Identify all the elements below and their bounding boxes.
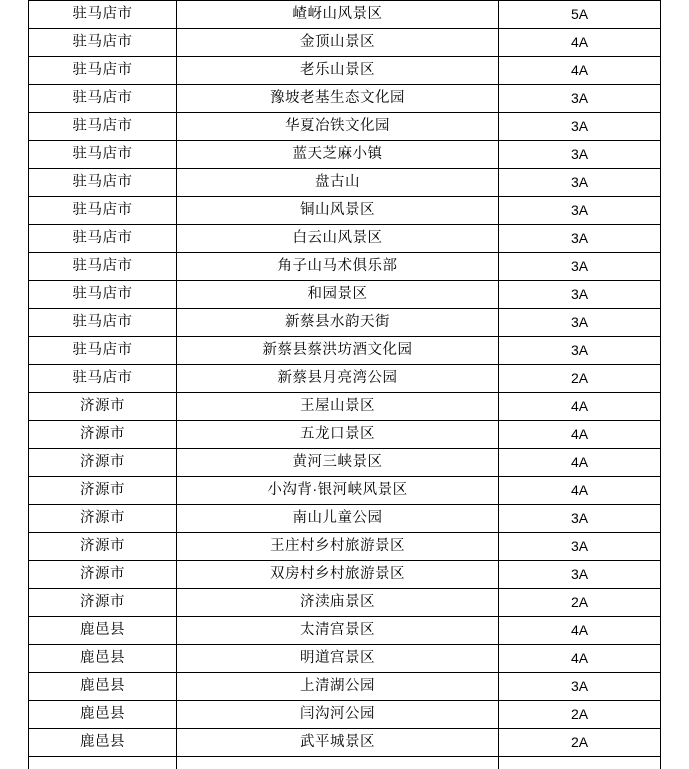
cell-city: 济源市: [29, 393, 177, 421]
cell-name: 济渎庙景区: [177, 589, 499, 617]
table-row: [29, 673, 661, 701]
cell-name: 明道宫景区: [177, 645, 499, 673]
cell-name: 金顶山景区: [177, 29, 499, 57]
table-row: [29, 29, 661, 57]
cell-level: 4A: [499, 617, 661, 645]
cell-name: 闫沟河公园: [177, 701, 499, 729]
cell-name: 黄河三峡景区: [177, 449, 499, 477]
cell-city: 济源市: [29, 561, 177, 589]
table-row: [29, 281, 661, 309]
table-row: [29, 533, 661, 561]
scenic-spots-table: [28, 0, 661, 769]
cell-city: 济源市: [29, 533, 177, 561]
table-row: [29, 729, 661, 757]
cell-name: 新蔡县月亮湾公园: [177, 365, 499, 393]
cell-city: 驻马店市: [29, 141, 177, 169]
cell-name: 角子山马术俱乐部: [177, 253, 499, 281]
cell-city: 驻马店市: [29, 365, 177, 393]
table-row: [29, 477, 661, 505]
cell-name: 武平城景区: [177, 729, 499, 757]
cell-name: 和园景区: [177, 281, 499, 309]
table-row: [29, 57, 661, 85]
cell-city: 驻马店市: [29, 85, 177, 113]
cell-name: 豫坡老基生态文化园: [177, 85, 499, 113]
cell-city: 济源市: [29, 449, 177, 477]
cell-city: 驻马店市: [29, 337, 177, 365]
table-row: [29, 701, 661, 729]
cell-city: 鹿邑县: [29, 729, 177, 757]
cell-city: 济源市: [29, 477, 177, 505]
cell-level: 4A: [499, 645, 661, 673]
table-row: [29, 505, 661, 533]
cell-name: 华夏冶铁文化园: [177, 113, 499, 141]
table-row: [29, 421, 661, 449]
cell-city: 驻马店市: [29, 1, 177, 29]
cell-level: 4A: [499, 393, 661, 421]
cell-city: [29, 757, 177, 769]
cell-level: 2A: [499, 589, 661, 617]
table-row: [29, 393, 661, 421]
table-row: [29, 337, 661, 365]
cell-level: 3A: [499, 113, 661, 141]
cell-city: 驻马店市: [29, 113, 177, 141]
cell-city: 济源市: [29, 589, 177, 617]
cell-name: 盘古山: [177, 169, 499, 197]
table-row: [29, 617, 661, 645]
cell-level: 2A: [499, 701, 661, 729]
cell-level: 3A: [499, 169, 661, 197]
cell-level: 4A: [499, 29, 661, 57]
cell-level: 3A: [499, 197, 661, 225]
cell-level: 3A: [499, 309, 661, 337]
cell-name: 王庄村乡村旅游景区: [177, 533, 499, 561]
cell-level: 3A: [499, 673, 661, 701]
table-row: [29, 253, 661, 281]
cell-level: 4A: [499, 477, 661, 505]
cell-level: [499, 757, 661, 769]
cell-level: 3A: [499, 85, 661, 113]
cell-name: 铜山风景区: [177, 197, 499, 225]
cell-name: 新蔡县水韵天街: [177, 309, 499, 337]
cell-level: 3A: [499, 141, 661, 169]
table-row: [29, 85, 661, 113]
table-row: [29, 169, 661, 197]
cell-name: 小沟背·银河峡风景区: [177, 477, 499, 505]
cell-level: 3A: [499, 253, 661, 281]
table-row: [29, 365, 661, 393]
cell-city: 驻马店市: [29, 253, 177, 281]
cell-level: 4A: [499, 57, 661, 85]
cell-city: 驻马店市: [29, 197, 177, 225]
cell-name: 白云山风景区: [177, 225, 499, 253]
cell-level: 3A: [499, 505, 661, 533]
cell-level: 3A: [499, 225, 661, 253]
cell-city: 济源市: [29, 421, 177, 449]
cell-name: [177, 757, 499, 769]
cell-name: 蓝天芝麻小镇: [177, 141, 499, 169]
cell-name: 嵖岈山风景区: [177, 1, 499, 29]
table-row: [29, 197, 661, 225]
cell-city: 济源市: [29, 505, 177, 533]
cell-level: 3A: [499, 337, 661, 365]
cell-level: 3A: [499, 281, 661, 309]
cell-city: 鹿邑县: [29, 617, 177, 645]
table-row: [29, 113, 661, 141]
cell-city: 驻马店市: [29, 169, 177, 197]
cell-level: 2A: [499, 365, 661, 393]
cell-name: 王屋山景区: [177, 393, 499, 421]
table-row: [29, 561, 661, 589]
cell-city: 驻马店市: [29, 309, 177, 337]
cell-name: 新蔡县蔡洪坊酒文化园: [177, 337, 499, 365]
cell-name: 上清湖公园: [177, 673, 499, 701]
cell-name: 老乐山景区: [177, 57, 499, 85]
cell-level: 2A: [499, 729, 661, 757]
cell-name: 五龙口景区: [177, 421, 499, 449]
table-row: [29, 1, 661, 29]
cell-level: 4A: [499, 421, 661, 449]
cell-city: 鹿邑县: [29, 645, 177, 673]
cell-name: 双房村乡村旅游景区: [177, 561, 499, 589]
cell-city: 驻马店市: [29, 281, 177, 309]
table-row-partial: [29, 757, 661, 769]
cell-name: 太清宫景区: [177, 617, 499, 645]
cell-level: 5A: [499, 1, 661, 29]
table-body: [29, 1, 661, 769]
cell-level: 3A: [499, 561, 661, 589]
cell-city: 鹿邑县: [29, 701, 177, 729]
table-row: [29, 589, 661, 617]
cell-level: 3A: [499, 533, 661, 561]
table-row: [29, 449, 661, 477]
cell-city: 驻马店市: [29, 225, 177, 253]
cell-city: 鹿邑县: [29, 673, 177, 701]
table-row: [29, 309, 661, 337]
cell-level: 4A: [499, 449, 661, 477]
table-row: [29, 225, 661, 253]
table-row: [29, 141, 661, 169]
cell-name: 南山儿童公园: [177, 505, 499, 533]
cell-city: 驻马店市: [29, 29, 177, 57]
table-row: [29, 645, 661, 673]
cell-city: 驻马店市: [29, 57, 177, 85]
